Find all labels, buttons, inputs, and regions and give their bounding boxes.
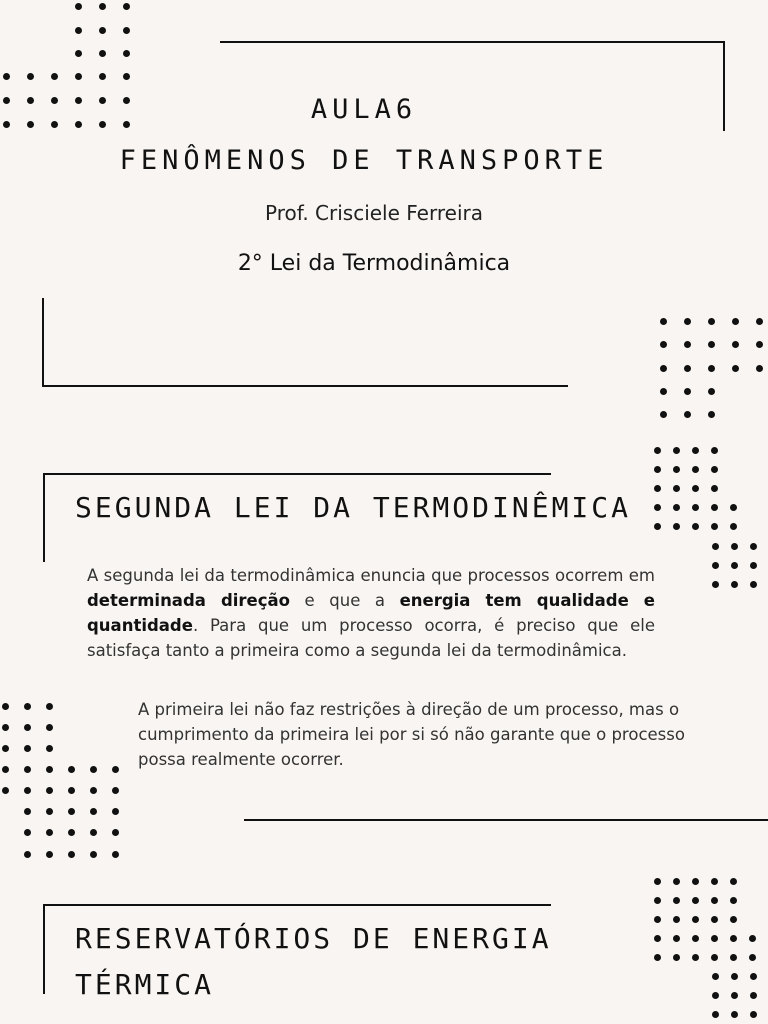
section1-heading: SEGUNDA LEI DA TERMODINÊMICA: [75, 491, 632, 524]
dot: [711, 935, 718, 942]
section1-paragraph-1: [87, 563, 655, 663]
dot: [2, 787, 9, 794]
section1-top-rule: [43, 473, 551, 475]
section1-paragraph-2: A primeira lei não faz restrições à direção de um processo, mas o cumprimento da primeira lei por si só não garante que o processo possa realmente ocorrer.: [138, 700, 685, 769]
dot: [654, 935, 661, 942]
dot: [673, 447, 680, 454]
section2-heading-line2: TÉRMICA: [75, 968, 215, 1001]
dot: [654, 447, 661, 454]
dot: [692, 447, 699, 454]
dot: [660, 365, 667, 372]
dot: [708, 365, 715, 372]
dot: [708, 411, 715, 418]
dot: [112, 808, 119, 815]
dot: [730, 916, 737, 923]
dot: [711, 485, 718, 492]
dot: [51, 97, 58, 104]
dot: [750, 581, 757, 588]
dot: [68, 851, 75, 858]
dot: [24, 787, 31, 794]
dot: [731, 1011, 738, 1018]
dot: [24, 703, 31, 710]
dot: [123, 121, 130, 128]
header-bottom-rule: [42, 385, 568, 387]
dot: [3, 73, 10, 80]
dot: [750, 543, 757, 550]
dot: [51, 121, 58, 128]
dot: [99, 97, 106, 104]
dot: [660, 411, 667, 418]
dot: [2, 745, 9, 752]
dot: [684, 388, 691, 395]
dot: [712, 973, 719, 980]
dot: [3, 121, 10, 128]
dot: [75, 97, 82, 104]
dot: [75, 121, 82, 128]
dot: [730, 935, 737, 942]
dot: [3, 97, 10, 104]
dot: [711, 523, 718, 530]
dot: [27, 121, 34, 128]
dot: [673, 897, 680, 904]
dot: [46, 766, 53, 773]
dot: [2, 703, 9, 710]
dot: [712, 543, 719, 550]
section2-left-rule: [43, 904, 45, 994]
dot: [75, 3, 82, 10]
dot: [660, 341, 667, 348]
section2-heading-line1: RESERVATÓRIOS DE ENERGIA: [75, 922, 552, 955]
dot: [75, 73, 82, 80]
p1-text-1: A segunda lei da termodinâmica enuncia que processos ocorrem em: [87, 566, 655, 585]
dot: [692, 897, 699, 904]
section1-bottom-rule: [244, 819, 768, 821]
dot: [654, 485, 661, 492]
dot: [90, 829, 97, 836]
header-top-rule: [220, 41, 725, 43]
dot: [24, 724, 31, 731]
dot: [692, 878, 699, 885]
dot: [692, 466, 699, 473]
dot: [756, 318, 763, 325]
dot: [673, 504, 680, 511]
section2-heading: [75, 916, 552, 1008]
dot: [712, 581, 719, 588]
dot: [68, 829, 75, 836]
header-left-rule: [42, 298, 44, 387]
dot: [24, 745, 31, 752]
dot: [673, 523, 680, 530]
dot: [46, 851, 53, 858]
dot: [756, 341, 763, 348]
dot: [731, 581, 738, 588]
dot: [673, 878, 680, 885]
dot: [654, 504, 661, 511]
dot: [2, 724, 9, 731]
dot: [711, 878, 718, 885]
dot: [692, 954, 699, 961]
dot: [46, 808, 53, 815]
dot: [711, 954, 718, 961]
dot: [692, 485, 699, 492]
p1-bold-1: determinada direção: [87, 591, 290, 610]
p1-text-2: e que a: [290, 591, 400, 610]
dot: [68, 766, 75, 773]
dot: [75, 50, 82, 57]
dot: [123, 50, 130, 57]
dot: [750, 562, 757, 569]
dot: [123, 97, 130, 104]
dot: [692, 935, 699, 942]
dot: [24, 808, 31, 815]
lesson-topic: 2° Lei da Termodinâmica: [237, 251, 511, 276]
dot: [732, 318, 739, 325]
dot: [684, 365, 691, 372]
professor-name: Prof. Crisciele Ferreira: [265, 201, 483, 225]
dot: [692, 916, 699, 923]
dot: [730, 878, 737, 885]
dot: [730, 504, 737, 511]
dot: [749, 935, 756, 942]
dot: [112, 766, 119, 773]
dot: [756, 365, 763, 372]
dot: [99, 121, 106, 128]
dot: [51, 73, 58, 80]
dot: [750, 1011, 757, 1018]
dot: [112, 829, 119, 836]
dot: [27, 97, 34, 104]
dot: [731, 562, 738, 569]
dot: [708, 318, 715, 325]
dot: [732, 341, 739, 348]
dot: [27, 73, 34, 80]
dot: [684, 341, 691, 348]
dot: [711, 897, 718, 904]
dot: [24, 766, 31, 773]
dot: [90, 787, 97, 794]
dot: [46, 745, 53, 752]
dot: [712, 992, 719, 999]
dot: [46, 787, 53, 794]
dot: [46, 724, 53, 731]
dot: [712, 562, 719, 569]
dot: [123, 3, 130, 10]
dot: [732, 365, 739, 372]
dot: [673, 954, 680, 961]
dot: [660, 318, 667, 325]
dot: [90, 766, 97, 773]
lesson-number: AULA6: [310, 94, 418, 125]
dot: [99, 50, 106, 57]
dot: [99, 27, 106, 34]
dot: [750, 992, 757, 999]
dot: [712, 1011, 719, 1018]
dot: [730, 897, 737, 904]
dot: [24, 851, 31, 858]
dot: [46, 703, 53, 710]
dot: [654, 523, 661, 530]
dot: [90, 851, 97, 858]
dot: [711, 916, 718, 923]
dot: [654, 897, 661, 904]
dot: [730, 954, 737, 961]
dot: [711, 466, 718, 473]
dot: [75, 27, 82, 34]
dot: [673, 916, 680, 923]
course-title: FENÔMENOS DE TRANSPORTE: [119, 145, 609, 176]
dot: [711, 504, 718, 511]
dot: [90, 808, 97, 815]
dot: [731, 543, 738, 550]
dot: [731, 992, 738, 999]
dot: [654, 466, 661, 473]
dot: [730, 523, 737, 530]
dot: [112, 787, 119, 794]
dot: [68, 787, 75, 794]
dot: [46, 829, 53, 836]
dot: [711, 447, 718, 454]
dot: [654, 916, 661, 923]
dot: [684, 318, 691, 325]
dot: [708, 341, 715, 348]
dot: [673, 485, 680, 492]
dot: [731, 973, 738, 980]
dot: [750, 973, 757, 980]
p1-bold-2: energia tem qualidade e quantidade: [87, 591, 655, 635]
dot: [673, 466, 680, 473]
dot: [654, 878, 661, 885]
dot: [99, 3, 106, 10]
section1-left-rule: [43, 473, 45, 562]
dot: [24, 829, 31, 836]
dot: [2, 766, 9, 773]
dot: [654, 954, 661, 961]
dot: [123, 73, 130, 80]
dot: [684, 411, 691, 418]
dot: [692, 504, 699, 511]
section2-top-rule: [43, 904, 551, 906]
dot: [112, 851, 119, 858]
dot: [692, 523, 699, 530]
dot: [708, 388, 715, 395]
dot: [123, 27, 130, 34]
dot: [673, 935, 680, 942]
dot: [660, 388, 667, 395]
dot: [749, 954, 756, 961]
p1-text-3: . Para que um processo ocorra, é preciso que ele satisfaça tanto a primeira como a segunda lei da termodinâmica.: [87, 616, 655, 660]
dot: [68, 808, 75, 815]
dot: [99, 73, 106, 80]
